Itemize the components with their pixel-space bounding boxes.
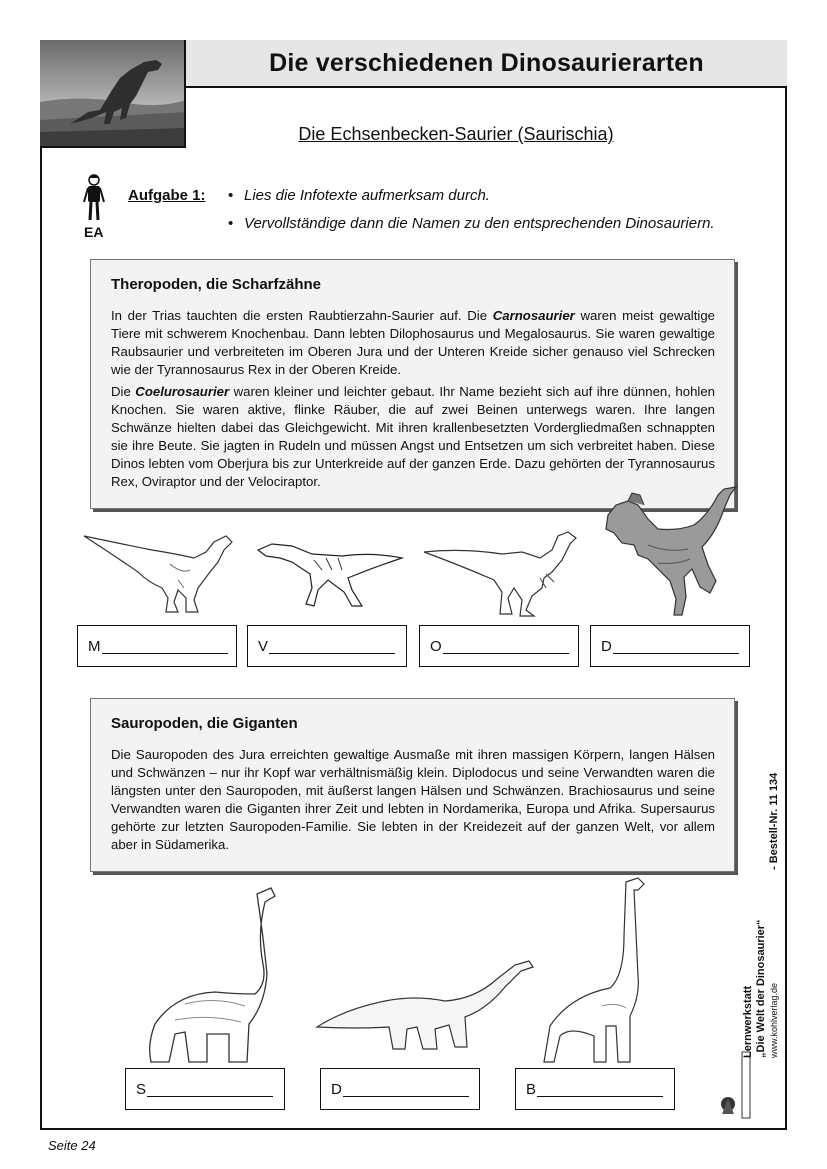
supersaurus-illustration: [145, 884, 280, 1064]
order-number: - Bestell-Nr. 11 134: [768, 772, 780, 870]
brachiosaurus-illustration: [540, 876, 655, 1064]
workbook-subtitle: „Die Welt der Dinosaurier“: [755, 919, 767, 1058]
answer-box-v[interactable]: V: [247, 625, 407, 667]
answer-box-d[interactable]: D: [590, 625, 750, 667]
dilophosaurus-illustration: [598, 485, 740, 620]
answer-box-o[interactable]: O: [419, 625, 579, 667]
publisher-logo-icon: [718, 1050, 752, 1120]
page-number: Seite 24: [48, 1138, 96, 1153]
sauropods-heading: Sauropoden, die Giganten: [111, 715, 298, 732]
page-title: Die verschiedenen Dinosaurierarten: [269, 48, 704, 77]
answer-box-s[interactable]: S: [125, 1068, 285, 1110]
publisher-side-text: [742, 773, 781, 1058]
theropods-heading: Theropoden, die Scharfzähne: [111, 276, 322, 293]
task-item: • Vervollständige dann die Namen zu den entsprechenden Dinosauriern.: [228, 215, 715, 232]
header-dinosaur-photo: [40, 40, 186, 148]
task-list: [228, 187, 715, 243]
hadrosaur-illustration: [82, 528, 234, 616]
theropods-info-box: [90, 259, 735, 509]
sauropods-info-box: [90, 698, 735, 872]
theropods-paragraph-2: Die Coelurosaurier waren kleiner und leichter gebaut. Ihr Name bezieht sich auf ihre dünnen, hohlen Knochen. Sie waren aktive, flinke Räuber, die auf zwei Beinen unterwegs waren. Ihre langen Schwänze hielten dabei das Gleichgewicht. Mit ihren krallenbesetzten Vordergliedmaßen schnappten sie ihre Beute. Sie jagten in Rudeln und müssen Angst und Entsetzen um sich verbreitet haben. Diese Dinos lebten vom Oberjura bis zur Unterkreide auf der ganzen Erde. Dazu gehörten der Tyrannosaurus Rex, Oviraptor und der Velociraptor.: [111, 384, 716, 489]
ea-badge: EA: [84, 224, 104, 240]
task-label: [128, 187, 206, 204]
task-item: • Lies die Infotexte aufmerksam durch.: [228, 187, 715, 204]
sauropods-paragraph: Die Sauropoden des Jura erreichten gewaltige Ausmaße mit ihren massigen Körpern, langen Hälsen und Schwänzen – nur ihr Kopf war verhältnismäßig klein. Diplodocus und seine Verwandten waren die längsten unter den Sauropoden, mit äußerst langen Hälsen und Schwänzen. Brachiosaurus und seine Verwandten waren die Giganten ihrer Zeit und lebten in Nordamerika, Europa und Afrika. Supersaurus gehörte zur letzten Sauropoden-Familie. Sie lebten in der Kreidezeit auf der ganzen Welt, vor allem aber in Südamerika.: [111, 747, 715, 852]
answer-box-b[interactable]: B: [515, 1068, 675, 1110]
workbook-title: Lernwerkstatt: [742, 985, 754, 1058]
answer-box-d2[interactable]: D: [320, 1068, 480, 1110]
diplodocus-illustration: [315, 957, 537, 1052]
theropods-paragraph-1: In der Trias tauchten die ersten Raubtierzahn-Saurier auf. Die Carnosaurier waren meist gewaltige Tiere mit schwerem Knochenbau. Dann lebten Dilophosaurus und Megalosaurus. Sie waren gewaltige Raubsaurier und verbreiteten im Oberen Jura und der Unteren Kreide sicher genauso viel Schrecken wie der Tyrannosaurus Rex in der Oberen Kreide.: [111, 308, 715, 377]
oviraptor-illustration: [422, 530, 580, 618]
answer-box-m[interactable]: M: [77, 625, 237, 667]
task-label-text: Aufgabe 1:: [128, 187, 206, 204]
publisher-url: www.kohlverlag.de: [769, 982, 779, 1058]
section-subtitle: Die Echsenbecken-Saurier (Saurischia): [298, 124, 614, 144]
title-bar: [186, 40, 787, 88]
student-icon: [82, 172, 106, 222]
